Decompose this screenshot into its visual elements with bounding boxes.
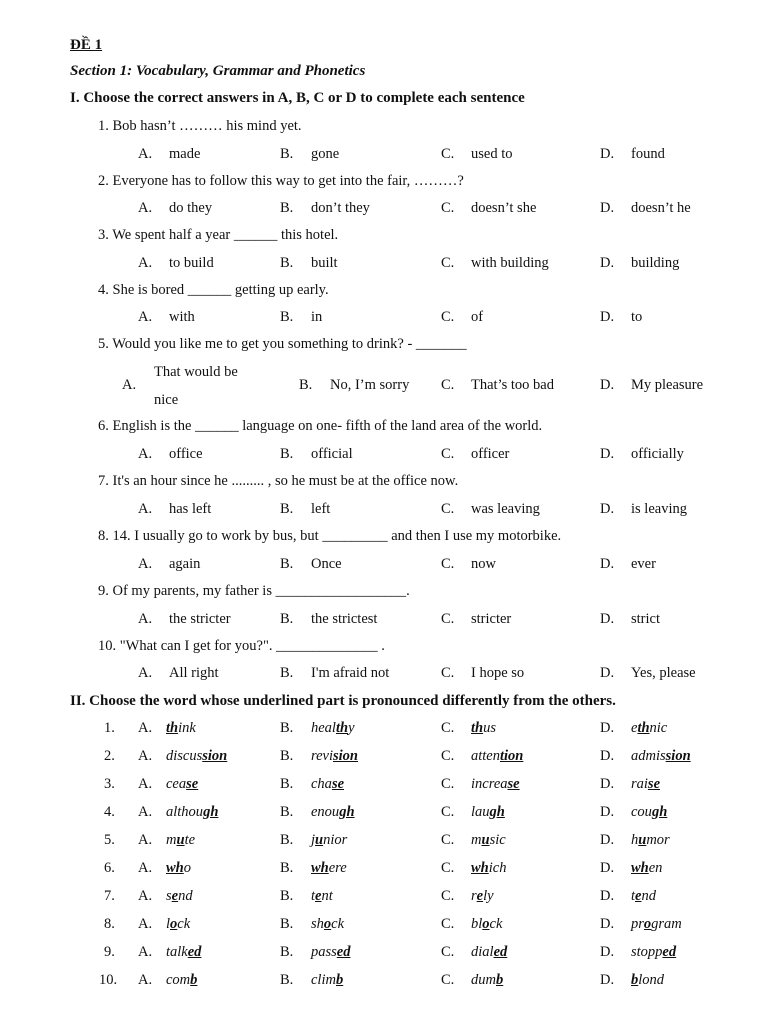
word-suffix: lond xyxy=(638,972,665,988)
word-prefix: cea xyxy=(166,776,187,792)
phonetics-number: 6. xyxy=(104,860,115,876)
phonetics-5-option-d[interactable] xyxy=(631,831,670,849)
word-suffix: o xyxy=(183,860,191,876)
question-6: 6. English is the ______ language on one- fifth of the land area of the world. xyxy=(98,418,543,434)
phonetics-2-option-b[interactable] xyxy=(311,747,358,765)
question-10-option-b[interactable]: I'm afraid not xyxy=(311,665,390,681)
word-suffix: nd xyxy=(178,888,193,904)
phonetics-9-option-c[interactable] xyxy=(471,943,507,961)
word-suffix: en xyxy=(648,860,663,876)
word-prefix: enou xyxy=(311,804,340,820)
option-letter: B. xyxy=(280,748,294,764)
part1-heading: I. Choose the correct answers in A, B, C or D to complete each sentence xyxy=(70,90,525,106)
question-9-option-c[interactable]: stricter xyxy=(471,611,512,627)
underlined-part: gh xyxy=(339,804,355,820)
option-letter: C. xyxy=(441,804,455,820)
word-suffix: ink xyxy=(178,720,196,736)
phonetics-8-option-a[interactable] xyxy=(166,915,190,933)
phonetics-9-option-b[interactable] xyxy=(311,943,350,961)
word-prefix: m xyxy=(471,832,482,848)
option-letter: C. xyxy=(441,972,455,988)
option-letter: C. xyxy=(441,665,455,681)
phonetics-2-option-a[interactable] xyxy=(166,747,227,765)
underlined-part: u xyxy=(315,832,324,848)
option-letter: C. xyxy=(441,611,455,627)
underlined-part: wh xyxy=(471,860,489,876)
underlined-part: th xyxy=(637,720,650,736)
phonetics-4-option-d[interactable] xyxy=(631,803,667,821)
question-9: 9. Of my parents, my father is __________________. xyxy=(98,583,410,599)
option-letter: C. xyxy=(441,888,455,904)
option-letter: B. xyxy=(299,377,313,393)
option-letter: D. xyxy=(600,832,615,848)
option-letter: D. xyxy=(600,804,615,820)
word-prefix: r xyxy=(471,888,477,904)
phonetics-10-option-d[interactable] xyxy=(631,971,664,989)
option-letter: A. xyxy=(138,255,153,271)
option-letter: C. xyxy=(441,748,455,764)
option-letter: C. xyxy=(441,446,455,462)
word-prefix: talk xyxy=(166,944,188,960)
phonetics-6-option-d[interactable] xyxy=(631,859,662,877)
question-10: 10. "What can I get for you?". ______________ . xyxy=(98,638,385,654)
word-prefix: althou xyxy=(166,804,204,820)
question-8-option-d[interactable]: ever xyxy=(631,556,656,572)
page-title: ĐỀ 1 xyxy=(70,37,103,53)
question-4-option-c[interactable]: of xyxy=(471,309,484,325)
question-2-option-c[interactable]: doesn’t she xyxy=(471,200,537,216)
phonetics-1-option-a[interactable] xyxy=(166,719,196,737)
phonetics-10-option-b[interactable] xyxy=(311,971,343,989)
question-7-option-c[interactable]: was leaving xyxy=(471,501,540,517)
phonetics-10-option-c[interactable] xyxy=(471,971,503,989)
phonetics-number: 10. xyxy=(99,972,118,988)
option-letter: B. xyxy=(280,200,294,216)
option-letter: B. xyxy=(280,804,294,820)
question-10-option-c[interactable]: I hope so xyxy=(471,665,525,681)
option-letter: A. xyxy=(138,720,153,736)
phonetics-number: 7. xyxy=(104,888,115,904)
underlined-part: ed xyxy=(187,944,202,960)
underlined-part: b xyxy=(335,972,344,988)
option-letter: D. xyxy=(600,888,615,904)
option-letter: C. xyxy=(441,146,455,162)
option-letter: D. xyxy=(600,611,615,627)
option-letter: A. xyxy=(138,804,153,820)
word-suffix: nd xyxy=(641,888,656,904)
option-letter: A. xyxy=(138,860,153,876)
option-letter: D. xyxy=(600,501,615,517)
underlined-part: u xyxy=(638,832,647,848)
phonetics-5-option-b[interactable] xyxy=(311,831,347,849)
question-5: 5. Would you like me to get you something to drink? - _______ xyxy=(98,336,467,352)
word-prefix: l xyxy=(166,916,171,932)
word-prefix: dial xyxy=(471,944,494,960)
question-8-option-b[interactable]: Once xyxy=(311,556,342,572)
underlined-part: se xyxy=(647,776,661,792)
underlined-part: o xyxy=(482,916,490,932)
phonetics-number: 3. xyxy=(104,776,115,792)
question-3-option-b[interactable]: built xyxy=(311,255,338,271)
question-8-option-c[interactable]: now xyxy=(471,556,496,572)
word-suffix: nic xyxy=(649,720,668,736)
underlined-part: th xyxy=(471,720,484,736)
option-letter: A. xyxy=(138,888,153,904)
phonetics-3-option-d[interactable] xyxy=(631,775,660,793)
option-letter: D. xyxy=(600,776,615,792)
question-8-option-a[interactable]: again xyxy=(169,556,201,572)
option-letter: B. xyxy=(280,832,294,848)
word-prefix: revi xyxy=(311,748,334,764)
underlined-part: gh xyxy=(489,804,505,820)
underlined-part: b xyxy=(190,972,198,988)
question-6-option-c[interactable]: officer xyxy=(471,446,510,462)
word-prefix: heal xyxy=(311,720,336,736)
option-letter: A. xyxy=(138,832,153,848)
option-letter: A. xyxy=(138,972,153,988)
phonetics-3-option-a[interactable] xyxy=(166,775,198,793)
option-letter: A. xyxy=(138,556,153,572)
option-letter: C. xyxy=(441,832,455,848)
option-letter: A. xyxy=(138,611,153,627)
word-suffix: nt xyxy=(321,888,333,904)
underlined-part: e xyxy=(171,888,179,904)
part2-heading: II. Choose the word whose underlined part is pronounced differently from the others. xyxy=(70,693,616,709)
word-suffix: ere xyxy=(328,860,347,876)
option-letter: D. xyxy=(600,200,615,216)
option-letter: B. xyxy=(280,446,294,462)
option-letter: D. xyxy=(600,972,615,988)
phonetics-3-option-b[interactable] xyxy=(311,775,344,793)
phonetics-10-option-a[interactable] xyxy=(166,971,197,989)
question-4-option-a[interactable]: with xyxy=(169,309,195,325)
word-prefix: m xyxy=(166,832,177,848)
phonetics-number: 1. xyxy=(104,720,115,736)
question-3-option-d[interactable]: building xyxy=(631,255,680,271)
phonetics-number: 8. xyxy=(104,916,115,932)
word-suffix: ck xyxy=(489,916,503,932)
phonetics-7-option-a[interactable] xyxy=(166,887,193,905)
word-suffix: sic xyxy=(489,832,506,848)
word-prefix: pass xyxy=(311,944,337,960)
option-letter: C. xyxy=(441,501,455,517)
underlined-part: b xyxy=(631,972,639,988)
phonetics-4-option-c[interactable] xyxy=(471,803,505,821)
option-letter: B. xyxy=(280,146,294,162)
word-prefix: lau xyxy=(471,804,490,820)
word-suffix: ck xyxy=(331,916,345,932)
option-letter: C. xyxy=(441,255,455,271)
option-letter: B. xyxy=(280,255,294,271)
question-6-option-b[interactable]: official xyxy=(311,446,353,462)
word-prefix: com xyxy=(166,972,191,988)
option-letter: C. xyxy=(441,916,455,932)
question-4-option-b[interactable]: in xyxy=(311,309,323,325)
question-9-option-b[interactable]: the strictest xyxy=(311,611,378,627)
word-suffix: ich xyxy=(488,860,507,876)
question-7-option-a[interactable]: has left xyxy=(169,501,212,517)
option-letter: A. xyxy=(138,446,153,462)
underlined-part: u xyxy=(481,832,490,848)
option-letter: D. xyxy=(600,916,615,932)
underlined-part: wh xyxy=(631,860,649,876)
option-letter: D. xyxy=(600,720,615,736)
underlined-part: ed xyxy=(662,944,677,960)
underlined-part: se xyxy=(186,776,199,792)
phonetics-4-option-b[interactable] xyxy=(311,803,355,821)
question-2-option-d[interactable]: doesn’t he xyxy=(631,200,691,216)
option-letter: B. xyxy=(280,916,294,932)
word-prefix: stopp xyxy=(631,944,663,960)
word-prefix: cou xyxy=(631,804,652,820)
question-4-option-d[interactable]: to xyxy=(631,309,643,325)
question-1-option-a[interactable]: made xyxy=(169,146,201,162)
phonetics-8-option-d[interactable] xyxy=(631,915,682,933)
option-letter: C. xyxy=(441,860,455,876)
word-prefix: clim xyxy=(311,972,336,988)
underlined-part: e xyxy=(315,888,322,904)
phonetics-1-option-b[interactable] xyxy=(311,719,355,737)
question-5-option-c[interactable]: That’s too bad xyxy=(471,377,554,393)
word-prefix: sh xyxy=(311,916,324,932)
question-7: 7. It's an hour since he ......... , so he must be at the office now. xyxy=(98,473,459,489)
phonetics-1-option-c[interactable] xyxy=(471,719,496,737)
underlined-part: th xyxy=(335,720,349,736)
word-prefix: pr xyxy=(631,916,644,932)
option-letter: B. xyxy=(280,888,294,904)
phonetics-7-option-d[interactable] xyxy=(631,887,656,905)
phonetics-6-option-c[interactable] xyxy=(471,859,506,877)
question-7-option-b[interactable]: left xyxy=(311,501,331,517)
option-letter: A. xyxy=(138,146,153,162)
underlined-part: u xyxy=(176,832,185,848)
underlined-part: ed xyxy=(493,944,508,960)
question-5-option-d[interactable]: My pleasure xyxy=(631,377,704,393)
option-letter: A. xyxy=(138,501,153,517)
word-suffix: ly xyxy=(483,888,494,904)
underlined-part: se xyxy=(507,776,520,792)
word-prefix: t xyxy=(631,888,636,904)
word-suffix: y xyxy=(348,720,355,736)
word-suffix: mor xyxy=(646,832,670,848)
phonetics-1-option-d[interactable] xyxy=(631,719,667,737)
underlined-part: sion xyxy=(665,748,691,764)
option-letter: B. xyxy=(280,776,294,792)
underlined-part: gh xyxy=(651,804,668,820)
word-prefix: bl xyxy=(471,916,483,932)
underlined-part: o xyxy=(323,916,332,932)
option-letter: C. xyxy=(441,720,455,736)
question-2-option-b[interactable]: don’t they xyxy=(311,200,370,216)
phonetics-number: 5. xyxy=(104,832,115,848)
option-letter: D. xyxy=(600,446,615,462)
option-letter: D. xyxy=(600,255,615,271)
option-letter: C. xyxy=(441,944,455,960)
option-letter: C. xyxy=(441,200,455,216)
underlined-part: tion xyxy=(500,748,524,764)
underlined-part: gh xyxy=(203,804,219,820)
question-8: 8. 14. I usually go to work by bus, but _________ and then I use my motorbike. xyxy=(98,528,562,544)
question-1-option-b[interactable]: gone xyxy=(311,146,340,162)
option-letter: A. xyxy=(122,377,137,393)
option-letter: B. xyxy=(280,720,294,736)
underlined-part: o xyxy=(643,916,652,932)
underlined-part: sion xyxy=(202,748,228,764)
option-letter: D. xyxy=(600,377,615,393)
word-suffix: nior xyxy=(323,832,348,848)
phonetics-number: 2. xyxy=(104,748,115,764)
option-letter: B. xyxy=(280,944,294,960)
underlined-part: e xyxy=(635,888,642,904)
word-suffix: gram xyxy=(651,916,682,932)
option-letter: A. xyxy=(138,916,153,932)
option-letter: D. xyxy=(600,556,615,572)
word-prefix: e xyxy=(631,720,638,736)
word-prefix: admis xyxy=(631,748,666,764)
underlined-part: th xyxy=(166,720,179,736)
question-4: 4. She is bored ______ getting up early. xyxy=(98,282,329,298)
question-3-option-c[interactable]: with building xyxy=(471,255,549,271)
option-letter: D. xyxy=(600,944,615,960)
question-9-option-a[interactable]: the stricter xyxy=(169,611,231,627)
phonetics-7-option-c[interactable] xyxy=(471,887,494,905)
option-letter: B. xyxy=(280,309,294,325)
word-suffix: us xyxy=(483,720,496,736)
option-letter: C. xyxy=(441,776,455,792)
word-prefix: s xyxy=(166,888,172,904)
option-letter: D. xyxy=(600,665,615,681)
option-letter: B. xyxy=(280,501,294,517)
phonetics-9-option-d[interactable] xyxy=(631,943,676,961)
option-letter: C. xyxy=(441,377,455,393)
phonetics-5-option-c[interactable] xyxy=(471,831,506,849)
phonetics-2-option-c[interactable] xyxy=(471,747,523,765)
option-letter: D. xyxy=(600,146,615,162)
phonetics-4-option-a[interactable] xyxy=(166,803,218,821)
underlined-part: wh xyxy=(311,860,329,876)
underlined-part: ed xyxy=(336,944,351,960)
phonetics-7-option-b[interactable] xyxy=(311,887,333,905)
phonetics-9-option-a[interactable] xyxy=(166,943,201,961)
word-prefix: atten xyxy=(471,748,500,764)
section-title: Section 1: Vocabulary, Grammar and Phonetics xyxy=(70,63,366,79)
option-letter: D. xyxy=(600,860,615,876)
option-letter: C. xyxy=(441,556,455,572)
option-letter: D. xyxy=(600,748,615,764)
word-suffix: te xyxy=(184,832,196,848)
word-prefix: t xyxy=(311,888,316,904)
phonetics-number: 4. xyxy=(104,804,115,820)
option-letter: A. xyxy=(138,748,153,764)
option-letter: D. xyxy=(600,309,615,325)
question-7-option-d[interactable]: is leaving xyxy=(631,501,687,517)
underlined-part: wh xyxy=(166,860,184,876)
option-letter: B. xyxy=(280,972,294,988)
question-1-option-c[interactable]: used to xyxy=(471,146,513,162)
underlined-part: e xyxy=(476,888,484,904)
word-prefix: rai xyxy=(631,776,648,792)
phonetics-8-option-b[interactable] xyxy=(311,915,344,933)
question-6-option-a[interactable]: office xyxy=(169,446,203,462)
phonetics-3-option-c[interactable] xyxy=(471,775,520,793)
word-prefix: h xyxy=(631,832,639,848)
question-5-option-a[interactable]: That would be xyxy=(154,364,238,380)
phonetics-number: 9. xyxy=(104,944,115,960)
option-letter: A. xyxy=(138,944,153,960)
phonetics-2-option-d[interactable] xyxy=(631,747,691,765)
phonetics-5-option-a[interactable] xyxy=(166,831,195,849)
phonetics-6-option-a[interactable] xyxy=(166,859,191,877)
word-prefix: cha xyxy=(311,776,332,792)
option-letter: A. xyxy=(138,776,153,792)
question-10-option-a[interactable]: All right xyxy=(169,665,219,681)
option-letter: B. xyxy=(280,860,294,876)
option-letter: A. xyxy=(138,200,153,216)
question-3-option-a[interactable]: to build xyxy=(169,255,214,271)
option-letter: A. xyxy=(138,665,153,681)
option-letter: A. xyxy=(138,309,153,325)
phonetics-6-option-b[interactable] xyxy=(311,859,347,877)
option-letter: C. xyxy=(441,309,455,325)
option-letter: B. xyxy=(280,665,294,681)
question-9-option-d[interactable]: strict xyxy=(631,611,660,627)
question-3: 3. We spent half a year ______ this hotel. xyxy=(98,227,339,243)
underlined-part: sion xyxy=(333,748,359,764)
word-prefix: discus xyxy=(166,748,203,764)
question-2-option-a[interactable]: do they xyxy=(169,200,213,216)
question-5-option-b[interactable]: No, I’m sorry xyxy=(330,377,410,393)
option-letter: B. xyxy=(280,611,294,627)
question-5-option-a-line2: nice xyxy=(154,392,179,408)
underlined-part: b xyxy=(495,972,504,988)
underlined-part: se xyxy=(331,776,345,792)
question-6-option-d[interactable]: officially xyxy=(631,446,684,462)
word-prefix: j xyxy=(311,832,316,848)
word-suffix: ck xyxy=(177,916,191,932)
question-1: 1. Bob hasn’t ……… his mind yet. xyxy=(98,118,302,134)
question-1-option-d[interactable]: found xyxy=(631,146,665,162)
underlined-part: o xyxy=(170,916,178,932)
question-2: 2. Everyone has to follow this way to get into the fair, ………? xyxy=(98,173,464,189)
word-prefix: increa xyxy=(471,776,508,792)
question-10-option-d[interactable]: Yes, please xyxy=(631,665,696,681)
phonetics-8-option-c[interactable] xyxy=(471,915,502,933)
word-prefix: dum xyxy=(471,972,496,988)
option-letter: B. xyxy=(280,556,294,572)
